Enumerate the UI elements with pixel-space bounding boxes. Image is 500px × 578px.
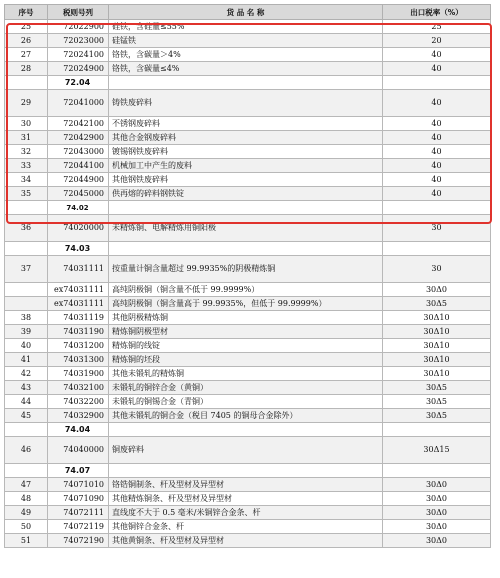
goods-name-cell: 供再熔的碎料钢铁锭 bbox=[109, 187, 383, 201]
serial-cell: 34 bbox=[5, 173, 48, 187]
goods-name-cell: 高纯阴极铜（铜含量高于 99.9935%，但低于 99.9999%） bbox=[109, 297, 383, 311]
heading-row bbox=[5, 201, 491, 215]
tariff-code-cell: 74031300 bbox=[48, 353, 109, 367]
serial-cell bbox=[5, 283, 48, 297]
export-rate-cell: 30Δ0 bbox=[383, 478, 491, 492]
tariff-code-cell: 74020000 bbox=[48, 215, 109, 242]
tariff-document bbox=[4, 4, 500, 548]
table-row bbox=[5, 506, 491, 520]
goods-name-cell: 其他精炼铜条、杆及型材及异型材 bbox=[109, 492, 383, 506]
export-rate-cell: 40 bbox=[383, 145, 491, 159]
export-rate-cell bbox=[383, 242, 491, 256]
tariff-code-cell: 74.02 bbox=[48, 201, 109, 215]
tariff-code-cell: 74.04 bbox=[48, 423, 109, 437]
table-row bbox=[5, 339, 491, 353]
goods-name-cell: 直线度不大于 0.5 毫米/米铜锌合金条、杆 bbox=[109, 506, 383, 520]
export-rate-cell: 30Δ10 bbox=[383, 353, 491, 367]
table-row bbox=[5, 62, 491, 76]
serial-cell: 29 bbox=[5, 90, 48, 117]
export-rate-cell bbox=[383, 423, 491, 437]
table-row bbox=[5, 311, 491, 325]
goods-name-cell: 其他阴极精炼铜 bbox=[109, 311, 383, 325]
serial-cell bbox=[5, 242, 48, 256]
export-rate-cell bbox=[383, 76, 491, 90]
export-rate-cell: 40 bbox=[383, 173, 491, 187]
serial-cell: 37 bbox=[5, 256, 48, 283]
goods-name-cell: 其他合金钢废碎料 bbox=[109, 131, 383, 145]
goods-name-cell: 铬铁，含碳量≤4% bbox=[109, 62, 383, 76]
tariff-code-cell: 74.07 bbox=[48, 464, 109, 478]
serial-cell: 50 bbox=[5, 520, 48, 534]
table-row bbox=[5, 173, 491, 187]
tariff-code-cell: 74032100 bbox=[48, 381, 109, 395]
export-rate-cell: 40 bbox=[383, 187, 491, 201]
export-rate-cell: 30Δ0 bbox=[383, 520, 491, 534]
table-row bbox=[5, 325, 491, 339]
export-rate-cell: 40 bbox=[383, 48, 491, 62]
export-tariff-table bbox=[4, 4, 491, 548]
export-rate-cell: 40 bbox=[383, 62, 491, 76]
serial-cell: 48 bbox=[5, 492, 48, 506]
serial-cell: 31 bbox=[5, 131, 48, 145]
table-header-row bbox=[5, 5, 491, 20]
export-rate-cell: 20 bbox=[383, 34, 491, 48]
goods-name-cell: 高纯阴极铜（铜含量不低于 99.9999%） bbox=[109, 283, 383, 297]
tariff-code-cell: 72024100 bbox=[48, 48, 109, 62]
table-body bbox=[5, 20, 491, 548]
export-rate-cell: 30Δ0 bbox=[383, 283, 491, 297]
export-rate-cell: 30Δ5 bbox=[383, 409, 491, 423]
table-row bbox=[5, 478, 491, 492]
goods-name-cell: 精炼铜阴极型材 bbox=[109, 325, 383, 339]
serial-cell: 44 bbox=[5, 395, 48, 409]
export-rate-cell: 30Δ10 bbox=[383, 367, 491, 381]
export-rate-cell: 30Δ0 bbox=[383, 506, 491, 520]
tariff-code-cell: 74031190 bbox=[48, 325, 109, 339]
tariff-code-cell: 74031900 bbox=[48, 367, 109, 381]
table-row bbox=[5, 367, 491, 381]
tariff-code-cell: 74072190 bbox=[48, 534, 109, 548]
export-rate-cell: 30Δ5 bbox=[383, 381, 491, 395]
serial-cell: 30 bbox=[5, 117, 48, 131]
tariff-code-cell: 74072111 bbox=[48, 506, 109, 520]
table-row bbox=[5, 283, 491, 297]
table-row bbox=[5, 131, 491, 145]
table-row bbox=[5, 492, 491, 506]
serial-cell bbox=[5, 297, 48, 311]
tariff-code-cell: 74071090 bbox=[48, 492, 109, 506]
serial-cell: 36 bbox=[5, 215, 48, 242]
serial-cell: 40 bbox=[5, 339, 48, 353]
export-rate-cell: 40 bbox=[383, 117, 491, 131]
export-rate-cell: 40 bbox=[383, 131, 491, 145]
table-row bbox=[5, 90, 491, 117]
tariff-code-cell: 72045000 bbox=[48, 187, 109, 201]
goods-name-cell bbox=[109, 464, 383, 478]
serial-cell: 46 bbox=[5, 437, 48, 464]
table-row bbox=[5, 20, 491, 34]
goods-name-cell: 其他未锻轧的铜合金（税目 7405 的铜母合金除外） bbox=[109, 409, 383, 423]
goods-name-cell bbox=[109, 423, 383, 437]
serial-cell bbox=[5, 201, 48, 215]
goods-name-cell: 精炼铜的线锭 bbox=[109, 339, 383, 353]
tariff-code-cell: 74031111 bbox=[48, 256, 109, 283]
table-row bbox=[5, 381, 491, 395]
goods-name-cell: 铸铁废碎料 bbox=[109, 90, 383, 117]
tariff-code-cell: 72.04 bbox=[48, 76, 109, 90]
tariff-code-cell: 74.03 bbox=[48, 242, 109, 256]
goods-name-cell: 硅锰铁 bbox=[109, 34, 383, 48]
goods-name-cell bbox=[109, 76, 383, 90]
goods-name-cell: 铬锆铜制条、杆及型材及异型材 bbox=[109, 478, 383, 492]
serial-cell: 41 bbox=[5, 353, 48, 367]
export-rate-cell: 30Δ5 bbox=[383, 297, 491, 311]
tariff-code-cell: ex74031111 bbox=[48, 297, 109, 311]
goods-name-cell bbox=[109, 201, 383, 215]
table-row bbox=[5, 117, 491, 131]
table-row bbox=[5, 409, 491, 423]
table-row bbox=[5, 34, 491, 48]
goods-name-cell: 其他未锻轧的精炼铜 bbox=[109, 367, 383, 381]
tariff-code-cell: 74031200 bbox=[48, 339, 109, 353]
serial-cell: 39 bbox=[5, 325, 48, 339]
table-row bbox=[5, 437, 491, 464]
export-rate-cell: 40 bbox=[383, 159, 491, 173]
tariff-code-cell: 72042900 bbox=[48, 131, 109, 145]
export-rate-cell: 30Δ10 bbox=[383, 311, 491, 325]
serial-cell: 43 bbox=[5, 381, 48, 395]
goods-name-cell: 硅铁，含硅量≤55% bbox=[109, 20, 383, 34]
export-rate-cell: 30Δ0 bbox=[383, 492, 491, 506]
goods-name-cell: 未锻轧的铜锌合金（黄铜） bbox=[109, 381, 383, 395]
tariff-code-cell: 72044900 bbox=[48, 173, 109, 187]
header-export-rate: 出口税率（%） bbox=[383, 5, 491, 20]
table-row bbox=[5, 215, 491, 242]
export-rate-cell: 30 bbox=[383, 215, 491, 242]
serial-cell: 28 bbox=[5, 62, 48, 76]
tariff-code-cell: ex74031111 bbox=[48, 283, 109, 297]
heading-row bbox=[5, 76, 491, 90]
goods-name-cell: 铬铁，含碳量＞4% bbox=[109, 48, 383, 62]
heading-row bbox=[5, 423, 491, 437]
header-goods-name: 货 品 名 称 bbox=[109, 5, 383, 20]
serial-cell: 32 bbox=[5, 145, 48, 159]
export-rate-cell: 30Δ15 bbox=[383, 437, 491, 464]
tariff-code-cell: 74071010 bbox=[48, 478, 109, 492]
table-row bbox=[5, 145, 491, 159]
table-row bbox=[5, 159, 491, 173]
export-rate-cell: 25 bbox=[383, 20, 491, 34]
export-rate-cell bbox=[383, 201, 491, 215]
table-row bbox=[5, 48, 491, 62]
serial-cell: 26 bbox=[5, 34, 48, 48]
serial-cell bbox=[5, 76, 48, 90]
serial-cell: 47 bbox=[5, 478, 48, 492]
goods-name-cell: 其他钢铁废碎料 bbox=[109, 173, 383, 187]
goods-name-cell: 未锻轧的铜锡合金（青铜） bbox=[109, 395, 383, 409]
tariff-code-cell: 72023000 bbox=[48, 34, 109, 48]
serial-cell: 33 bbox=[5, 159, 48, 173]
serial-cell: 45 bbox=[5, 409, 48, 423]
heading-row bbox=[5, 464, 491, 478]
tariff-code-cell: 72043000 bbox=[48, 145, 109, 159]
serial-cell: 27 bbox=[5, 48, 48, 62]
goods-name-cell: 其他铜锌合金条、杆 bbox=[109, 520, 383, 534]
export-rate-cell: 30 bbox=[383, 256, 491, 283]
goods-name-cell: 精炼铜的坯段 bbox=[109, 353, 383, 367]
export-rate-cell: 30Δ0 bbox=[383, 534, 491, 548]
tariff-code-cell: 74040000 bbox=[48, 437, 109, 464]
goods-name-cell: 机械加工中产生的废料 bbox=[109, 159, 383, 173]
tariff-code-cell: 74072119 bbox=[48, 520, 109, 534]
goods-name-cell: 不锈钢废碎料 bbox=[109, 117, 383, 131]
table-row bbox=[5, 353, 491, 367]
export-rate-cell: 30Δ10 bbox=[383, 339, 491, 353]
table-row bbox=[5, 256, 491, 283]
goods-name-cell: 未精炼铜、电解精炼用铜阳极 bbox=[109, 215, 383, 242]
serial-cell bbox=[5, 464, 48, 478]
tariff-code-cell: 74032200 bbox=[48, 395, 109, 409]
header-tariff-code: 税则号列 bbox=[48, 5, 109, 20]
serial-cell bbox=[5, 423, 48, 437]
tariff-code-cell: 72024900 bbox=[48, 62, 109, 76]
table-row bbox=[5, 297, 491, 311]
goods-name-cell: 其他黄铜条、杆及型材及异型材 bbox=[109, 534, 383, 548]
serial-cell: 38 bbox=[5, 311, 48, 325]
tariff-code-cell: 72022900 bbox=[48, 20, 109, 34]
goods-name-cell: 镀锡钢铁废碎料 bbox=[109, 145, 383, 159]
goods-name-cell: 按重量计铜含量超过 99.9935%的阴极精炼铜 bbox=[109, 256, 383, 283]
export-rate-cell: 30Δ10 bbox=[383, 325, 491, 339]
table-row bbox=[5, 520, 491, 534]
tariff-code-cell: 74032900 bbox=[48, 409, 109, 423]
goods-name-cell bbox=[109, 242, 383, 256]
serial-cell: 51 bbox=[5, 534, 48, 548]
tariff-code-cell: 74031119 bbox=[48, 311, 109, 325]
table-row bbox=[5, 187, 491, 201]
header-serial: 序号 bbox=[5, 5, 48, 20]
table-row bbox=[5, 395, 491, 409]
export-rate-cell: 30Δ5 bbox=[383, 395, 491, 409]
tariff-code-cell: 72041000 bbox=[48, 90, 109, 117]
heading-row bbox=[5, 242, 491, 256]
serial-cell: 49 bbox=[5, 506, 48, 520]
export-rate-cell: 40 bbox=[383, 90, 491, 117]
serial-cell: 35 bbox=[5, 187, 48, 201]
serial-cell: 42 bbox=[5, 367, 48, 381]
serial-cell: 25 bbox=[5, 20, 48, 34]
tariff-code-cell: 72044100 bbox=[48, 159, 109, 173]
tariff-code-cell: 72042100 bbox=[48, 117, 109, 131]
export-rate-cell bbox=[383, 464, 491, 478]
goods-name-cell: 铜废碎料 bbox=[109, 437, 383, 464]
table-row bbox=[5, 534, 491, 548]
